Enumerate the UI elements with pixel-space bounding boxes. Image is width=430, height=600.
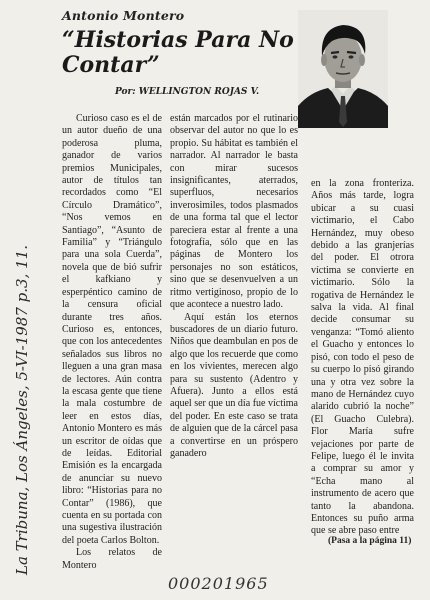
article-column-3 [311,178,414,540]
handwritten-source-note: La Tribuna, Los Ángeles, 5-VI-1987 p.3, 11. [13,245,31,575]
column-3-text: en la zona fronteriza. Años más tarde, logra ubicar a su cuasi victimario, el Cabo Hernández, muy obeso debido a las granjerías del poder. El otrora víctima se convierte en victimario. Sólo la rogativa de Hernández le salva la vida. Al final decide consumar su venganza: “Tomó aliento el Guacho y entonces lo pisó, con todo el peso de su cuerpo lo pisó girando una y otra vez sobre la mano de Hernández cuyo alarido cubrió la noche” (El Guacho Culebra). Flor María sufre vejaciones por parte de Felipe, luego él le invita a comprar su amor y “Echa mano al instrumento de acero que tanto la abandona. Entonces su puño arma que se abre paso entre [311,178,414,537]
article-title: “Historias Para No Contar” [62,27,294,78]
continued-on-page-note: (Pasa a la página 11) [328,536,412,546]
article-column-2 [170,113,298,584]
author-photo [298,10,388,128]
article-kicker: Antonio Montero [62,8,185,23]
column-1-text: Curioso caso es el de un autor dueño de una poderosa pluma, ganador de varios premios Municipales, autor de títulos tan recordados como “El Círculo Dramático”, “Nos vemos en Santiago”, “Asunto de Familia” y “Triángulo para una sola Cuerda”, novela que de bió sufrir el kafkiano y esperpéntico camino de la censura oficial durante tres años. Curioso es, entonces, que con los antecedentes señalados sus libros no lleguen a una gran masa de lectores. Aún contra la escasa gente que tiene la mala costumbre de leer en estos días, Antonio Montero es más un escritor de oídas que de leídas. Editorial Emisión es la encargada de anunciar su nuevo libro: “Historias para no Contar” (1986), que cuenta en su portada con una sugestiva ilustración del poeta Carlos Bolton. [62,113,162,546]
column-2-text: están marcados por el rutinario observar del autor no que lo es propio. Su hábitat es también el narrador. Al narrador le basta con mirar sucesos insignificantes, aterrados, superfluos, necesarios inverosimiles, todos plasmados de una forma tal que el lector pareciera estar al frente a una fotografía, sólo que en las páginas de Montero los personajes no son estáticos, sino que se desenvuelven a un ritmo vertiginoso, propio de lo que acontece a nuestro lado. [170,113,298,311]
article-byline: Por: WELLINGTON ROJAS V. [115,87,260,97]
column-2-paragraph-2: Aquí están los eternos buscadores de un diario futuro. Niños que deambulan en pos de algo que los recuerde que como en los vivientes, merecen algo para su sustento (Adentro y Afuera). Junto a ellos está aquel ser que un día fue víctima del poder. En este caso se trata de alguien que de la cárcel pasa a convertirse en un próspero ganadero [170,311,298,459]
column-1-last-line: Los relatos de Montero [62,547,162,571]
article-column-1 [62,113,162,571]
author-portrait-image [298,10,388,128]
archive-number-stamp: 000201965 [168,574,269,593]
